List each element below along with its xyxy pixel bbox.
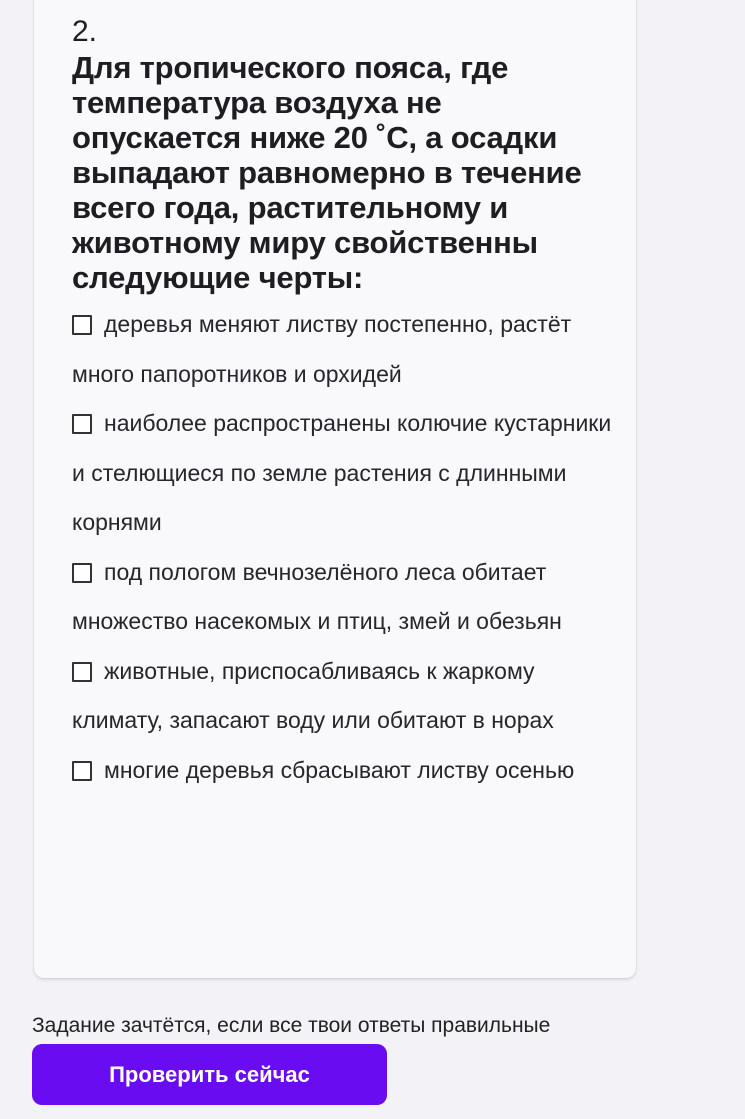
checkbox-icon[interactable] <box>72 761 92 781</box>
answer-option-3[interactable] <box>72 548 612 647</box>
checkbox-icon[interactable] <box>72 563 92 583</box>
answer-options <box>72 300 612 795</box>
answer-option-5[interactable] <box>72 746 612 796</box>
grading-hint: Задание зачтётся, если все твои ответы правильные <box>32 1014 551 1037</box>
answer-option-label: животные, приспосабливаясь к жаркому климату, запасают воду или обитают в норах <box>72 657 554 733</box>
question-number: 2. <box>72 15 98 48</box>
answer-option-2[interactable] <box>72 399 612 548</box>
checkbox-icon[interactable] <box>72 662 92 682</box>
answer-option-label: деревья меняют листву постепенно, растёт много папоротников и орхидей <box>72 311 572 387</box>
check-now-button[interactable]: Проверить сейчас <box>32 1044 387 1105</box>
answer-option-label: под пологом вечнозелёного леса обитает множество насекомых и птиц, змей и обезьян <box>72 558 562 634</box>
answer-option-4[interactable] <box>72 647 612 746</box>
answer-option-label: наиболее распространены колючие кустарники и стелющиеся по земле растения с длинными корнями <box>72 410 612 535</box>
checkbox-icon[interactable] <box>72 315 92 335</box>
checkbox-icon[interactable] <box>72 414 92 434</box>
answer-option-1[interactable] <box>72 300 612 399</box>
question-text: Для тропического пояса, где температура воздуха не опускается ниже 20 ˚С, а осадки выпадают равномерно в течение всего года, растительному и животному миру свойственны следующие черты: <box>72 50 582 295</box>
answer-option-label: многие деревья сбрасывают листву осенью <box>104 756 575 783</box>
